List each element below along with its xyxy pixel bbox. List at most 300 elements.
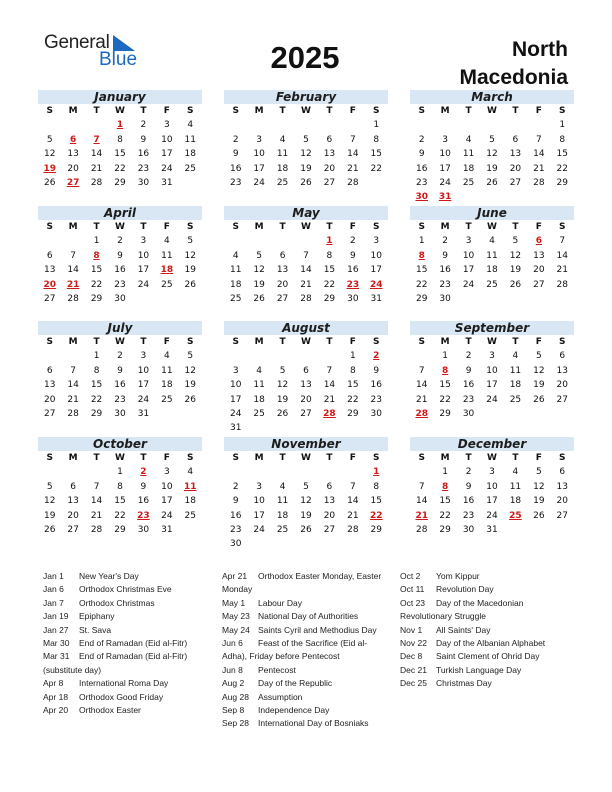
day-cell: 17	[161, 149, 173, 160]
day-cell: 26	[509, 279, 522, 290]
day-cell: 25	[253, 408, 265, 419]
day-cell: 6	[46, 365, 53, 376]
weekday-label: S	[232, 337, 239, 347]
day-cell: 3	[163, 467, 170, 478]
empty-cell	[38, 118, 61, 132]
day-cell: 19	[533, 496, 545, 507]
day-cell: 22	[415, 279, 428, 290]
holiday-name: Orthodox Christmas Eve	[79, 584, 172, 595]
day-cell: 3	[140, 236, 147, 247]
holiday-name: Day of the Macedonian	[436, 597, 524, 608]
month-days-grid	[410, 220, 574, 306]
day-cell: 10	[137, 365, 150, 376]
month-march	[410, 90, 574, 205]
holiday-name: Pentecost	[258, 664, 296, 675]
day-cell: 30	[114, 408, 126, 419]
day-cell: 27	[300, 408, 312, 419]
day-cell: 4	[279, 481, 286, 492]
day-cell: 15	[415, 265, 428, 276]
weekday-label: T	[279, 222, 286, 232]
day-cell: 4	[163, 351, 170, 362]
empty-cell	[318, 349, 341, 363]
holiday-name: End of Ramadan (Eid al-Fitr)	[79, 651, 188, 662]
day-cell: 11	[509, 481, 522, 492]
day-cell: 21	[347, 163, 359, 174]
holiday-row	[400, 624, 545, 637]
day-cell: 13	[556, 481, 568, 492]
month-header: December	[410, 437, 574, 451]
day-cell: 26	[43, 524, 56, 535]
empty-cell	[457, 118, 480, 132]
day-cell: 24	[229, 408, 242, 419]
day-cell: 11	[161, 250, 173, 261]
empty-cell	[61, 349, 84, 363]
weekday-label: S	[418, 222, 425, 232]
day-cell: 12	[184, 365, 196, 376]
day-cell: 1	[418, 236, 425, 247]
weekday-label: T	[279, 337, 286, 347]
weekday-label: W	[115, 106, 125, 116]
holiday-day: 6	[70, 134, 77, 145]
day-cell: 9	[349, 250, 356, 261]
month-days-grid	[410, 335, 574, 421]
empty-cell	[247, 234, 270, 248]
empty-cell	[61, 465, 84, 479]
day-cell: 8	[373, 134, 380, 145]
day-cell: 29	[114, 177, 126, 188]
holiday-date: Oct 2	[400, 571, 421, 581]
day-cell: 1	[93, 351, 100, 362]
day-cell: 21	[300, 279, 312, 290]
day-cell: 28	[90, 524, 103, 535]
empty-cell	[294, 465, 317, 479]
holiday-name: St. Sava	[79, 624, 112, 635]
holiday-row	[400, 677, 545, 690]
day-cell: 20	[43, 394, 56, 405]
day-cell: 7	[70, 250, 76, 261]
day-cell: 17	[462, 265, 475, 276]
holiday-name: Saint Clement of Ohrid Day	[436, 651, 540, 662]
day-cell: 22	[114, 163, 126, 174]
day-cell: 28	[556, 279, 568, 290]
day-cell: 14	[415, 496, 428, 507]
month-august	[224, 321, 388, 436]
day-cell: 12	[533, 365, 545, 376]
holiday-date: Oct 23	[400, 597, 426, 608]
day-cell: 25	[161, 394, 173, 405]
weekday-label: S	[187, 337, 194, 347]
day-cell: 15	[439, 380, 451, 391]
day-cell: 5	[303, 134, 309, 145]
empty-cell	[247, 465, 270, 479]
weekday-label: S	[559, 106, 566, 116]
day-cell: 19	[184, 380, 196, 391]
day-cell: 28	[67, 293, 79, 304]
day-cell: 18	[184, 496, 196, 507]
day-cell: 5	[46, 481, 53, 492]
day-cell: 18	[509, 380, 522, 391]
weekday-label: T	[326, 106, 333, 116]
holiday-row	[43, 597, 187, 610]
day-cell: 17	[137, 380, 150, 391]
day-cell: 11	[184, 134, 196, 145]
month-may	[224, 206, 388, 306]
day-cell: 17	[137, 265, 150, 276]
day-cell: 29	[556, 177, 568, 188]
day-cell: 3	[373, 236, 380, 247]
empty-cell	[224, 349, 247, 363]
weekday-label: W	[115, 222, 125, 232]
weekday-label: W	[487, 453, 497, 463]
day-cell: 16	[229, 510, 242, 521]
holiday-day: 22	[370, 510, 383, 521]
day-cell: 14	[323, 380, 336, 391]
day-cell: 16	[462, 380, 475, 391]
month-header: November	[224, 437, 388, 451]
weekday-label: T	[465, 337, 472, 347]
day-cell: 31	[161, 177, 173, 188]
day-cell: 30	[462, 524, 475, 535]
holiday-name: Labour Day	[258, 597, 302, 608]
holiday-row	[43, 650, 187, 663]
weekday-label: S	[373, 337, 380, 347]
weekday-label: F	[535, 453, 542, 463]
holiday-row	[400, 597, 545, 610]
day-cell: 5	[256, 250, 262, 261]
day-cell: 14	[90, 149, 103, 160]
day-cell: 30	[229, 539, 242, 550]
month-header: June	[410, 206, 574, 220]
day-cell: 10	[439, 149, 451, 160]
day-cell: 26	[486, 177, 498, 188]
weekday-label: T	[93, 222, 100, 232]
holiday-row	[43, 637, 187, 650]
day-cell: 31	[137, 408, 150, 419]
day-cell: 17	[439, 163, 451, 174]
holiday-date: Dec 25	[400, 678, 427, 689]
holiday-date: Mar 31	[43, 651, 70, 662]
day-cell: 27	[323, 177, 336, 188]
empty-cell	[271, 118, 294, 132]
holiday-date: Jan 6	[43, 584, 64, 595]
day-cell: 29	[90, 408, 103, 419]
empty-cell	[318, 465, 341, 479]
weekday-label: S	[46, 222, 53, 232]
day-cell: 7	[70, 365, 76, 376]
day-cell: 2	[349, 236, 356, 247]
day-cell: 11	[253, 380, 265, 391]
day-cell: 23	[229, 524, 242, 535]
day-cell: 2	[465, 351, 472, 362]
day-cell: 14	[67, 380, 79, 391]
day-cell: 22	[347, 394, 359, 405]
day-cell: 2	[232, 134, 239, 145]
weekday-label: W	[115, 337, 125, 347]
day-cell: 9	[117, 365, 123, 376]
day-cell: 21	[90, 163, 103, 174]
day-cell: 31	[161, 524, 173, 535]
holiday-day: 11	[184, 481, 197, 492]
empty-cell	[224, 234, 247, 248]
day-cell: 19	[276, 394, 289, 405]
day-cell: 7	[93, 481, 100, 492]
month-header: October	[38, 437, 202, 451]
day-cell: 15	[370, 149, 382, 160]
day-cell: 27	[323, 524, 336, 535]
holiday-name: Day of the Republic	[258, 678, 333, 689]
day-cell: 15	[323, 265, 336, 276]
weekday-label: F	[163, 222, 170, 232]
day-cell: 12	[533, 481, 545, 492]
day-cell: 25	[229, 293, 242, 304]
month-days-grid	[224, 451, 388, 552]
day-cell: 9	[465, 365, 472, 376]
holiday-day: 2	[373, 351, 380, 362]
weekday-label: T	[279, 106, 286, 116]
day-cell: 15	[347, 380, 359, 391]
day-cell: 19	[486, 163, 498, 174]
day-cell: 13	[43, 265, 56, 276]
holiday-name: Orthodox Christmas	[79, 597, 155, 608]
day-cell: 29	[323, 293, 336, 304]
holiday-day: 31	[438, 192, 452, 203]
day-cell: 1	[559, 120, 566, 131]
day-cell: 30	[370, 408, 382, 419]
day-cell: 23	[114, 279, 126, 290]
holiday-date: Oct 11	[400, 584, 425, 595]
day-cell: 22	[323, 279, 336, 290]
holiday-date: Jan 27	[43, 624, 69, 635]
holiday-day: 18	[160, 265, 174, 276]
day-cell: 15	[114, 149, 126, 160]
weekday-label: T	[326, 337, 333, 347]
day-cell: 26	[184, 394, 196, 405]
day-cell: 23	[114, 394, 126, 405]
day-cell: 7	[349, 134, 356, 145]
weekday-label: F	[535, 222, 542, 232]
day-cell: 4	[187, 120, 194, 131]
day-cell: 4	[512, 351, 519, 362]
holiday-name-continued: Monday	[222, 584, 253, 595]
year-title: 2025	[270, 40, 340, 75]
holiday-row	[222, 691, 381, 704]
weekday-label: T	[465, 106, 472, 116]
day-cell: 1	[93, 236, 100, 247]
holiday-name: International Roma Day	[79, 678, 169, 689]
weekday-label: S	[418, 337, 425, 347]
holiday-day: 8	[93, 250, 100, 261]
day-cell: 4	[489, 236, 495, 247]
day-cell: 2	[442, 236, 448, 247]
day-cell: 1	[442, 351, 448, 362]
day-cell: 8	[326, 250, 333, 261]
day-cell: 27	[556, 510, 568, 521]
day-cell: 22	[439, 394, 451, 405]
holiday-row	[222, 664, 381, 677]
holiday-name-continued: (substitute day)	[43, 664, 102, 675]
weekday-label: S	[418, 453, 425, 463]
month-september	[410, 321, 574, 421]
weekday-label: M	[440, 222, 450, 232]
day-cell: 1	[349, 351, 356, 362]
day-cell: 14	[300, 265, 312, 276]
weekday-label: M	[254, 106, 264, 116]
day-cell: 26	[276, 408, 289, 419]
day-cell: 17	[486, 380, 498, 391]
holiday-name: Orthodox Good Friday	[79, 691, 164, 702]
day-cell: 10	[253, 149, 265, 160]
holiday-row	[400, 664, 545, 677]
holiday-row	[222, 624, 381, 637]
day-cell: 9	[465, 481, 472, 492]
day-cell: 19	[509, 265, 522, 276]
day-cell: 16	[462, 496, 475, 507]
weekday-label: F	[163, 453, 170, 463]
month-header: August	[224, 321, 388, 335]
day-cell: 17	[161, 496, 173, 507]
day-cell: 19	[184, 265, 196, 276]
day-cell: 4	[232, 250, 239, 261]
day-cell: 16	[415, 163, 428, 174]
day-cell: 12	[300, 149, 312, 160]
day-cell: 21	[347, 510, 359, 521]
weekday-label: F	[163, 106, 170, 116]
day-cell: 8	[349, 365, 356, 376]
empty-cell	[247, 118, 270, 132]
day-cell: 12	[253, 265, 265, 276]
day-cell: 9	[373, 365, 380, 376]
day-cell: 8	[117, 134, 123, 145]
day-cell: 11	[462, 149, 475, 160]
weekday-label: T	[140, 106, 147, 116]
weekday-label: S	[373, 453, 380, 463]
day-cell: 21	[90, 510, 103, 521]
day-cell: 3	[465, 236, 472, 247]
day-cell: 9	[117, 250, 123, 261]
day-cell: 30	[439, 293, 451, 304]
empty-cell	[247, 349, 270, 363]
day-cell: 28	[347, 524, 359, 535]
holiday-row	[222, 597, 381, 610]
month-january	[38, 90, 202, 190]
country-line-2: Macedonia	[459, 66, 568, 89]
holiday-day: 1	[116, 120, 124, 131]
empty-cell	[410, 465, 433, 479]
holiday-row	[43, 691, 187, 704]
day-cell: 16	[370, 380, 382, 391]
weekday-label: T	[512, 222, 519, 232]
weekday-label: M	[440, 453, 450, 463]
holiday-name: Day of the Albanian Alphabet	[436, 638, 546, 649]
day-cell: 8	[117, 481, 123, 492]
weekday-label: W	[487, 222, 497, 232]
day-cell: 7	[326, 365, 333, 376]
day-cell: 12	[300, 496, 312, 507]
holiday-date: Aug 28	[222, 691, 249, 702]
day-cell: 20	[323, 163, 336, 174]
weekday-label: S	[559, 337, 566, 347]
holiday-day: 6	[535, 236, 542, 247]
day-cell: 13	[67, 149, 79, 160]
day-cell: 31	[486, 524, 498, 535]
holiday-name: National Day of Authorities	[258, 611, 359, 622]
day-cell: 2	[117, 236, 123, 247]
day-cell: 2	[465, 467, 472, 478]
day-cell: 20	[67, 510, 79, 521]
holiday-day: 23	[346, 279, 360, 290]
empty-cell	[224, 465, 247, 479]
weekday-label: W	[301, 453, 311, 463]
month-header: April	[38, 206, 202, 220]
month-days-grid	[38, 451, 202, 537]
day-cell: 5	[279, 365, 286, 376]
weekday-label: F	[349, 453, 356, 463]
day-cell: 19	[253, 279, 265, 290]
day-cell: 4	[279, 134, 286, 145]
day-cell: 26	[43, 177, 56, 188]
day-cell: 22	[556, 163, 568, 174]
day-cell: 24	[253, 177, 265, 188]
day-cell: 24	[161, 510, 173, 521]
month-days-grid	[410, 451, 574, 537]
day-cell: 13	[533, 250, 545, 261]
weekday-label: S	[559, 222, 566, 232]
day-cell: 27	[276, 293, 289, 304]
holiday-day: 8	[418, 250, 425, 261]
day-cell: 2	[117, 351, 123, 362]
empty-cell	[85, 118, 108, 132]
day-cell: 26	[184, 279, 196, 290]
day-cell: 4	[256, 365, 262, 376]
weekday-label: M	[440, 106, 450, 116]
day-cell: 13	[43, 380, 56, 391]
holiday-row	[222, 677, 381, 690]
day-cell: 5	[535, 467, 542, 478]
day-cell: 27	[556, 394, 568, 405]
day-cell: 10	[370, 250, 382, 261]
day-cell: 26	[300, 524, 312, 535]
weekday-label: T	[465, 453, 472, 463]
day-cell: 9	[140, 134, 147, 145]
day-cell: 18	[161, 380, 173, 391]
holiday-date: Jan 1	[43, 571, 64, 581]
weekday-label: S	[187, 106, 194, 116]
day-cell: 25	[486, 279, 498, 290]
day-cell: 15	[114, 496, 126, 507]
weekday-label: F	[349, 106, 356, 116]
weekday-label: W	[487, 106, 497, 116]
empty-cell	[271, 349, 294, 363]
day-cell: 5	[535, 351, 542, 362]
empty-cell	[504, 118, 527, 132]
day-cell: 5	[187, 351, 194, 362]
month-header: March	[410, 90, 574, 104]
weekday-label: S	[373, 222, 380, 232]
day-cell: 3	[489, 467, 495, 478]
weekday-label: M	[68, 222, 78, 232]
day-cell: 18	[253, 394, 265, 405]
month-december	[410, 437, 574, 537]
day-cell: 25	[276, 524, 289, 535]
day-cell: 20	[556, 496, 568, 507]
day-cell: 18	[276, 510, 289, 521]
day-cell: 10	[161, 134, 173, 145]
day-cell: 26	[533, 510, 545, 521]
month-july	[38, 321, 202, 421]
holiday-day: 21	[415, 510, 428, 521]
holiday-day: 8	[442, 365, 449, 376]
holiday-name: Revolution Day	[436, 584, 494, 595]
